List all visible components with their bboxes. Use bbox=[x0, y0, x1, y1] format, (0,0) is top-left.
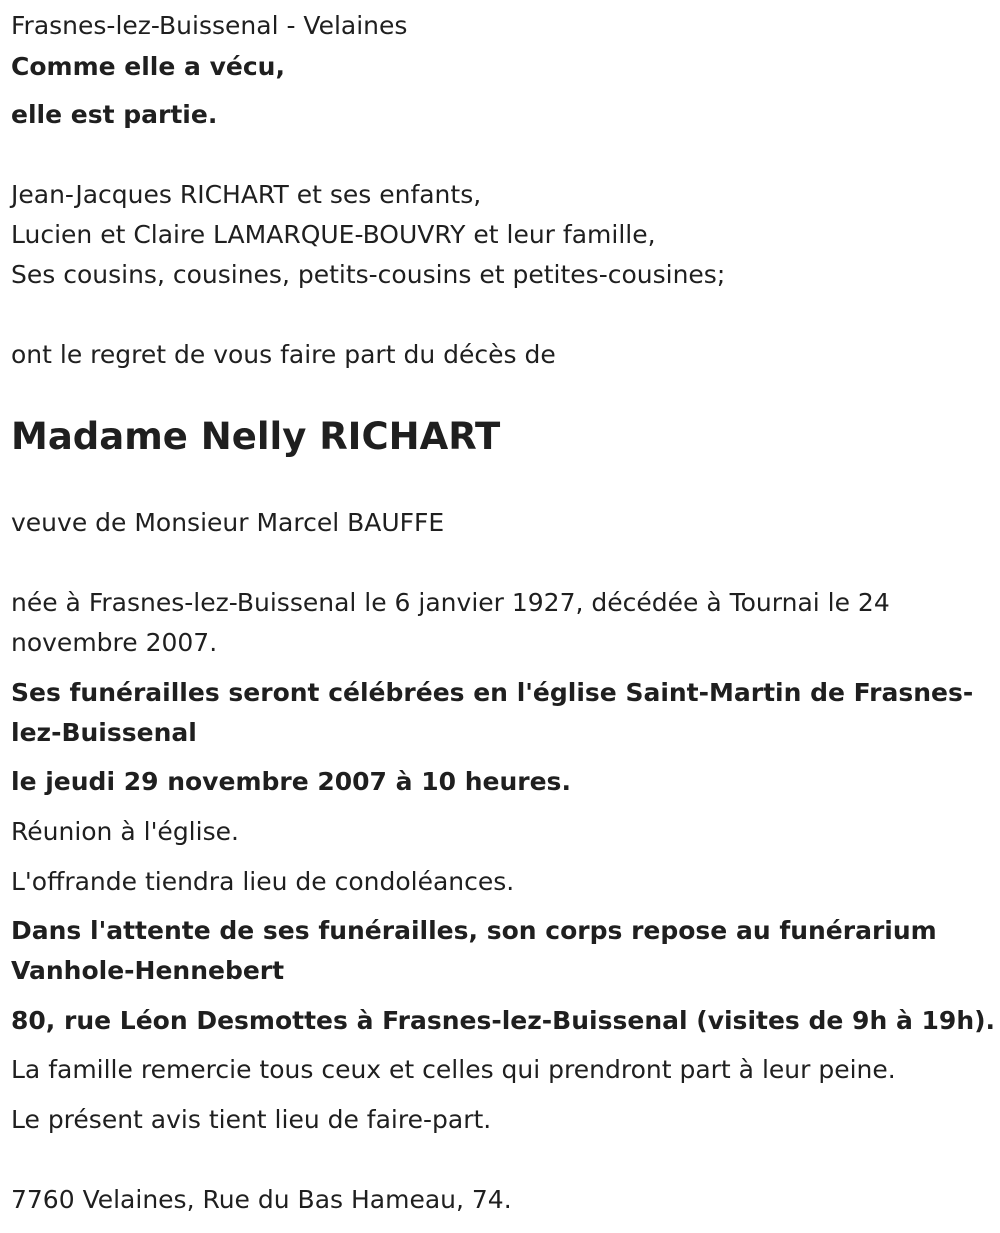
quote-line-1: Comme elle a vécu, bbox=[11, 52, 285, 81]
family-thanks: La famille remercie tous ceux et celles qui prendront part à leur peine. bbox=[11, 1055, 896, 1084]
funeral-church: Ses funérailles seront célébrées en l'église Saint-Martin de Frasnes-lez-Buissenal bbox=[11, 678, 974, 747]
deceased-name: Madame Nelly RICHART bbox=[11, 415, 501, 458]
funeral-date: le jeudi 29 novembre 2007 à 10 heures. bbox=[11, 767, 571, 796]
funeral-repose: Dans l'attente de ses funérailles, son corps repose au funérarium Vanhole-Hennebert bbox=[11, 916, 937, 985]
family-line-1: Jean-Jacques RICHART et ses enfants, bbox=[11, 180, 482, 209]
funeral-meeting: Réunion à l'église. bbox=[11, 817, 239, 846]
notice-line: Le présent avis tient lieu de faire-part. bbox=[11, 1105, 492, 1134]
header-location: Frasnes-lez-Buissenal - Velaines bbox=[11, 11, 408, 40]
funeral-address: 80, rue Léon Desmottes à Frasnes-lez-Buissenal (visites de 9h à 19h). bbox=[11, 1006, 996, 1035]
birth-death-line: née à Frasnes-lez-Buissenal le 6 janvier 1927, décédée à Tournai le 24 novembre 2007. bbox=[11, 588, 890, 657]
announcement: ont le regret de vous faire part du décès de bbox=[11, 340, 556, 369]
quote-line-2: elle est partie. bbox=[11, 100, 218, 129]
family-line-3: Ses cousins, cousines, petits-cousins et petites-cousines; bbox=[11, 260, 726, 289]
contact-address: 7760 Velaines, Rue du Bas Hameau, 74. bbox=[11, 1185, 512, 1214]
spouse-line: veuve de Monsieur Marcel BAUFFE bbox=[11, 508, 445, 537]
funeral-offering: L'offrande tiendra lieu de condoléances. bbox=[11, 867, 515, 896]
family-line-2: Lucien et Claire LAMARQUE-BOUVRY et leur famille, bbox=[11, 220, 656, 249]
